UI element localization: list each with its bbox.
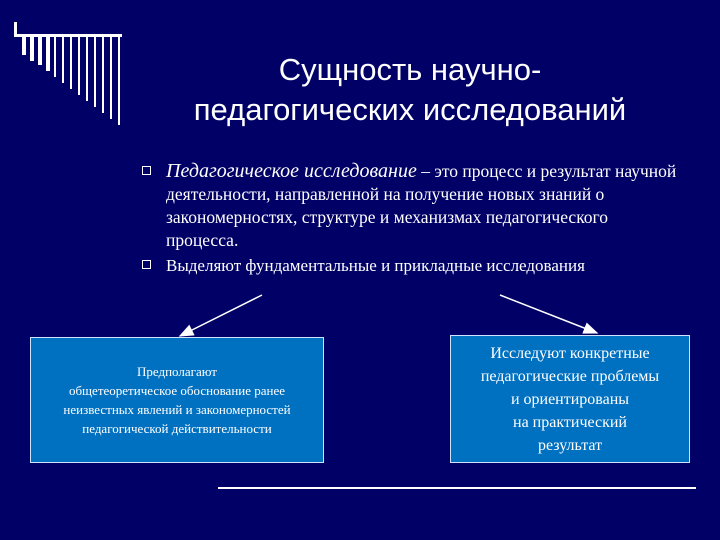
applied-research-box: [450, 335, 690, 463]
slide-title: Сущность научно- педагогических исследований: [193, 52, 627, 127]
applied-research-text: Исследуют конкретные педагогические проблемы и ориентированы на практический результат: [480, 344, 660, 454]
fundamental-research-box: [30, 337, 324, 463]
arrow-right: [500, 295, 597, 333]
fundamental-research-text: Предполагают общетеоретическое обоснование ранее неизвестных явлений и закономерностей педагогической действительности: [63, 364, 291, 436]
bullet-lead-term: Педагогическое исследование: [166, 160, 417, 182]
bottom-divider: [218, 487, 696, 489]
arrow-left: [180, 295, 262, 336]
bullet-definition-text: – это процесс и результат научной деятельности, направленной на получение новых знаний о закономерностях, структуре и механизмах педагогического процесса.: [166, 161, 677, 250]
bullet-types-text: Выделяют фундаментальные и прикладные исследования: [166, 256, 585, 275]
